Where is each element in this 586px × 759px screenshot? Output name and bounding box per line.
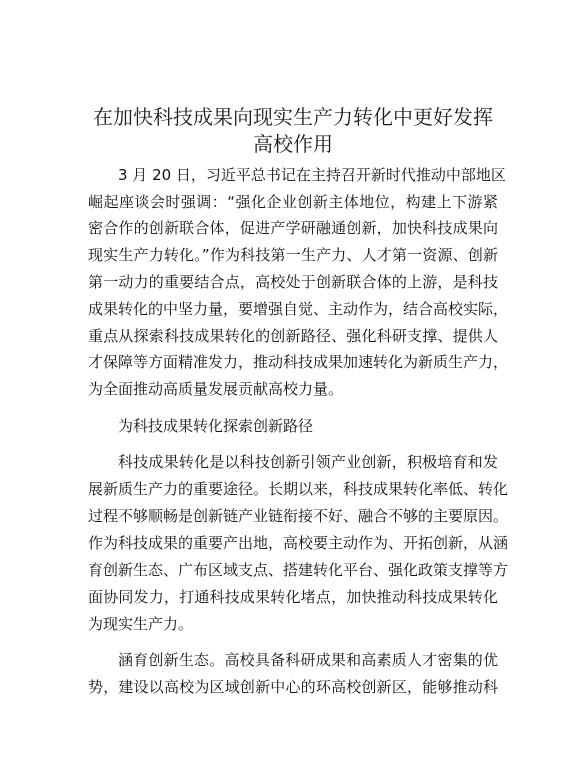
- paragraph-2-line-1: 科技成果转化是以科技创新引领产业创新，积极培育和发: [118, 453, 498, 471]
- paragraph-2-line-7: 为现实生产力。: [88, 615, 194, 633]
- paragraph-2-line-3: 过程不够顺畅是创新链产业链衔接不好、融合不够的主要原因。: [88, 507, 509, 525]
- paragraph-2-line-4: 作为科技成果的重要产出地，高校要主动作为、开拓创新，从涵: [88, 534, 509, 552]
- paragraph-1-line-1: 3 月 20 日，习近平总书记在主持召开新时代推动中部地区: [118, 166, 506, 184]
- paragraph-2-line-5: 育创新生态、广布区域支点、搭建转化平台、强化政策支撑等方: [88, 561, 509, 579]
- paragraph-1-line-9: 为全面推动高质量发展贡献高校力量。: [88, 380, 344, 398]
- paragraph-1-line-2: 崛起座谈会时强调：“强化企业创新主体地位，构建上下游紧: [88, 193, 498, 211]
- document-title-line-1: 在加快科技成果向现实生产力转化中更好发挥: [93, 105, 493, 129]
- paragraph-1-line-5: 第一动力的重要结合点，高校处于创新联合体的上游，是科技: [88, 273, 498, 291]
- paragraph-3-line-2: 势，建设以高校为区域创新中心的环高校创新区，能够推动科: [88, 678, 498, 696]
- paragraph-1-line-4: 现实生产力转化。”作为科技第一生产力、人才第一资源、创新: [88, 246, 498, 264]
- paragraph-1-line-6: 成果转化的中坚力量，要增强自觉、主动作为，结合高校实际，: [88, 300, 509, 318]
- document-title-line-2: 高校作用: [253, 132, 333, 156]
- paragraph-1-line-8: 才保障等方面精准发力，推动科技成果加速转化为新质生产力，: [88, 353, 509, 371]
- paragraph-1-line-3: 密合作的创新联合体，促进产学研融通创新，加快科技成果向: [88, 219, 498, 237]
- section-heading: 为科技成果转化探索创新路径: [118, 417, 314, 435]
- paragraph-2-line-2: 展新质生产力的重要途径。长期以来，科技成果转化率低、转化: [88, 480, 509, 498]
- paragraph-2-line-6: 面协同发力，打通科技成果转化堵点，加快推动科技成果转化: [88, 588, 498, 606]
- paragraph-1-line-7: 重点从探索科技成果转化的创新路径、强化科研支撑、提供人: [88, 327, 498, 345]
- paragraph-3-line-1: 涵育创新生态。高校具备科研成果和高素质人才密集的优: [118, 651, 498, 669]
